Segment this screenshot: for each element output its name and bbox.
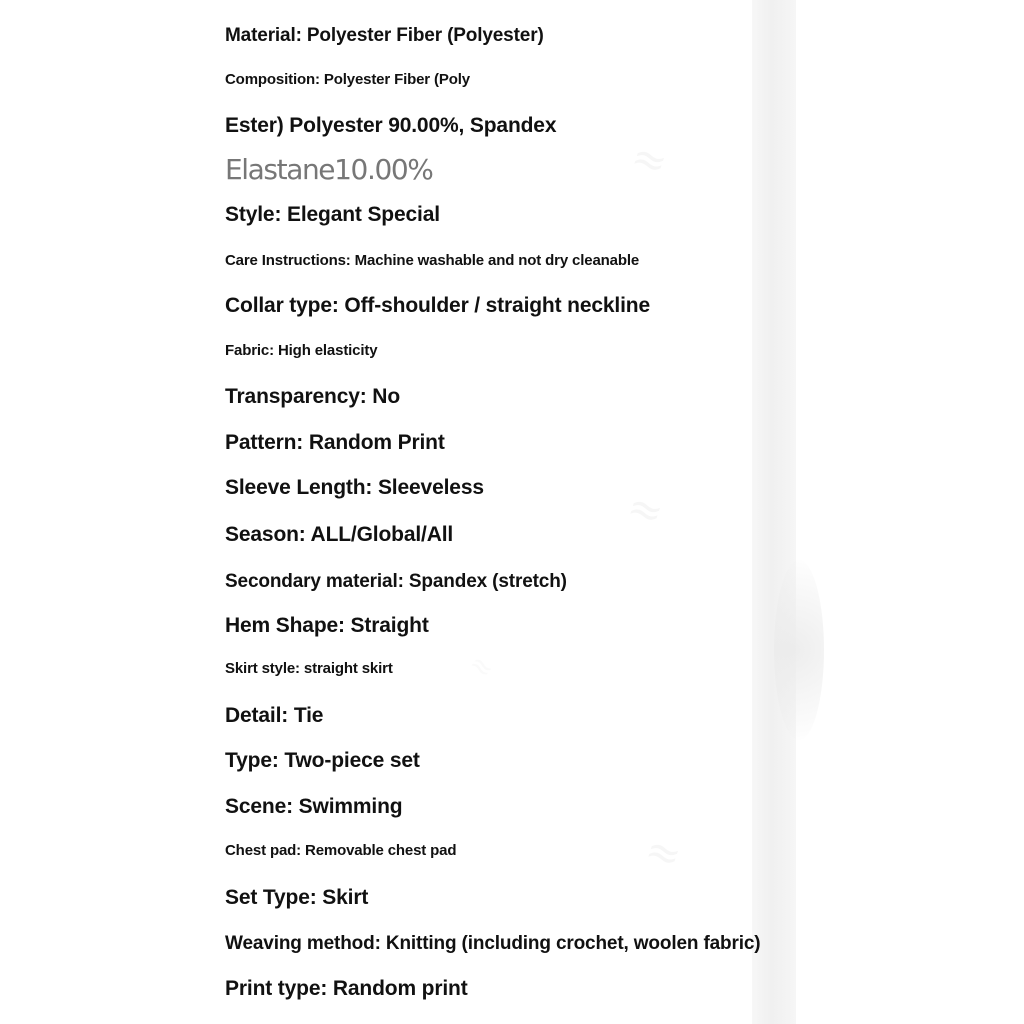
spec-chest-pad: Chest pad: Removable chest pad xyxy=(225,842,457,859)
spec-print-type: Print type: Random print xyxy=(225,977,468,1000)
spec-sleeve-length: Sleeve Length: Sleeveless xyxy=(225,476,484,499)
faded-watermark-mark: ≈ xyxy=(462,646,502,687)
spec-collar-type: Collar type: Off-shoulder / straight neckline xyxy=(225,294,650,317)
spec-season: Season: ALL/Global/All xyxy=(225,523,454,546)
spec-weaving-method: Weaving method: Knitting (including crochet, woolen fabric) xyxy=(225,933,761,954)
background-shade xyxy=(752,0,796,1024)
spec-detail: Detail: Tie xyxy=(225,704,324,727)
faded-watermark-mark: ≈ xyxy=(621,480,670,539)
spec-style: Style: Elegant Special xyxy=(225,203,440,226)
faded-watermark-mark: ≈ xyxy=(639,823,688,882)
spec-composition-continued: Ester) Polyester 90.00%, Spandex xyxy=(225,114,557,137)
spec-hem-shape: Hem Shape: Straight xyxy=(225,614,429,637)
spec-pattern: Pattern: Random Print xyxy=(225,431,445,454)
spec-transparency: Transparency: No xyxy=(225,385,400,408)
spec-skirt-style: Skirt style: straight skirt xyxy=(225,660,393,677)
spec-material: Material: Polyester Fiber (Polyester) xyxy=(225,25,544,46)
spec-secondary-material: Secondary material: Spandex (stretch) xyxy=(225,571,567,592)
spec-type: Type: Two-piece set xyxy=(225,749,420,772)
spec-fabric: Fabric: High elasticity xyxy=(225,342,378,359)
spec-composition: Composition: Polyester Fiber (Poly xyxy=(225,71,470,88)
spec-elastane: Elastane10.00% xyxy=(225,153,433,186)
spec-care-instructions: Care Instructions: Machine washable and not dry cleanable xyxy=(225,252,640,269)
faded-watermark-mark: ≈ xyxy=(625,130,674,189)
spec-scene: Scene: Swimming xyxy=(225,795,403,818)
spec-set-type: Set Type: Skirt xyxy=(225,886,369,909)
